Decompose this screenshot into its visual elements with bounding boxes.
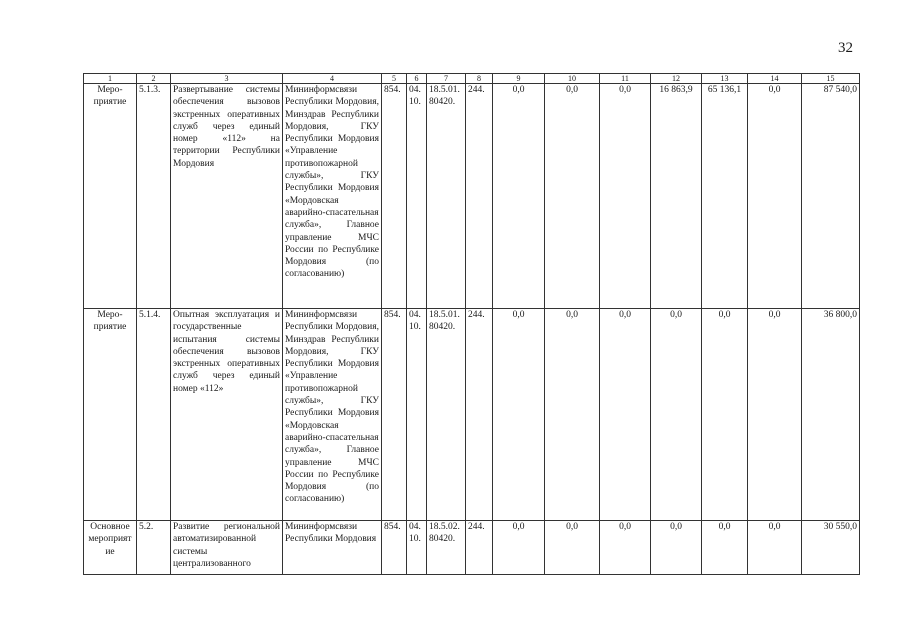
- column-header: 14: [748, 74, 802, 84]
- table-row: [84, 309, 860, 521]
- column-header: 4: [283, 74, 382, 84]
- amount-cell: 0,0: [748, 309, 802, 521]
- target-article-cell: 18.5.02. 80420.: [427, 521, 466, 575]
- amount-cell: 0,0: [493, 309, 545, 521]
- column-header: 8: [466, 74, 493, 84]
- total-cell: 36 800,0: [802, 309, 860, 521]
- column-header: 15: [802, 74, 860, 84]
- budget-table: [83, 73, 860, 575]
- column-header: 12: [651, 74, 702, 84]
- event-name-cell: Развертывание системы обеспечения вызовов экстренных оперативных служб через единый номер «112» на территории Республики Мордовия: [171, 84, 283, 309]
- amount-cell: 16 863,9: [651, 84, 702, 309]
- expense-type-cell: 244.: [466, 309, 493, 521]
- table-row: [84, 521, 860, 575]
- amount-cell: 0,0: [748, 521, 802, 575]
- section-cell: 04. 10.: [407, 521, 427, 575]
- target-article-cell: 18.5.01. 80420.: [427, 84, 466, 309]
- amount-cell: 0,0: [702, 309, 748, 521]
- amount-cell: 0,0: [702, 521, 748, 575]
- executor-cell: Мининформсвязи Республики Мордовия, Минздрав Республики Мордовия, ГКУ Республики Мордовия «Управление противопожарной службы», ГКУ Республики Мордовия «Мордовская аварийно-спасательная служба», Главное управление МЧС России по Республике Мордовия (по согласованию): [283, 84, 382, 309]
- event-name-cell: Развитие региональной автоматизированной системы централизованного: [171, 521, 283, 575]
- amount-cell: 0,0: [545, 84, 600, 309]
- amount-cell: 0,0: [545, 521, 600, 575]
- amount-cell: 0,0: [493, 521, 545, 575]
- expense-type-cell: 244.: [466, 521, 493, 575]
- amount-cell: 0,0: [545, 309, 600, 521]
- column-header: 3: [171, 74, 283, 84]
- amount-cell: 0,0: [651, 309, 702, 521]
- table-row: [84, 84, 860, 309]
- table-header-row: [84, 74, 860, 84]
- page-number: 32: [838, 40, 853, 56]
- executor-cell: Мининформсвязи Республики Мордовия: [283, 521, 382, 575]
- event-code-cell: 5.1.4.: [137, 309, 171, 521]
- column-header: 2: [137, 74, 171, 84]
- amount-cell: 65 136,1: [702, 84, 748, 309]
- column-header: 5: [382, 74, 407, 84]
- event-code-cell: 5.1.3.: [137, 84, 171, 309]
- grbs-cell: 854.: [382, 521, 407, 575]
- column-header: 7: [427, 74, 466, 84]
- column-header: 10: [545, 74, 600, 84]
- event-type-cell: Меро-приятие: [84, 84, 137, 309]
- grbs-cell: 854.: [382, 84, 407, 309]
- total-cell: 30 550,0: [802, 521, 860, 575]
- event-code-cell: 5.2.: [137, 521, 171, 575]
- column-header: 11: [600, 74, 651, 84]
- column-header: 6: [407, 74, 427, 84]
- amount-cell: 0,0: [600, 309, 651, 521]
- event-type-cell: Меро-приятие: [84, 309, 137, 521]
- amount-cell: 0,0: [651, 521, 702, 575]
- amount-cell: 0,0: [748, 84, 802, 309]
- target-article-cell: 18.5.01. 80420.: [427, 309, 466, 521]
- grbs-cell: 854.: [382, 309, 407, 521]
- section-cell: 04. 10.: [407, 309, 427, 521]
- column-header: 9: [493, 74, 545, 84]
- section-cell: 04. 10.: [407, 84, 427, 309]
- expense-type-cell: 244.: [466, 84, 493, 309]
- total-cell: 87 540,0: [802, 84, 860, 309]
- column-header: 1: [84, 74, 137, 84]
- column-header: 13: [702, 74, 748, 84]
- amount-cell: 0,0: [600, 521, 651, 575]
- executor-cell: Мининформсвязи Республики Мордовия, Минздрав Республики Мордовия, ГКУ Республики Мордовия «Управление противопожарной службы», ГКУ Республики Мордовия «Мордовская аварийно-спасательная служба», Главное управление МЧС России по Республике Мордовия (по согласованию): [283, 309, 382, 521]
- event-type-cell: Основное мероприятие: [84, 521, 137, 575]
- amount-cell: 0,0: [493, 84, 545, 309]
- amount-cell: 0,0: [600, 84, 651, 309]
- event-name-cell: Опытная эксплуатация и государственные испытания системы обеспечения вызовов экстренных оперативных служб через единый номер «112»: [171, 309, 283, 521]
